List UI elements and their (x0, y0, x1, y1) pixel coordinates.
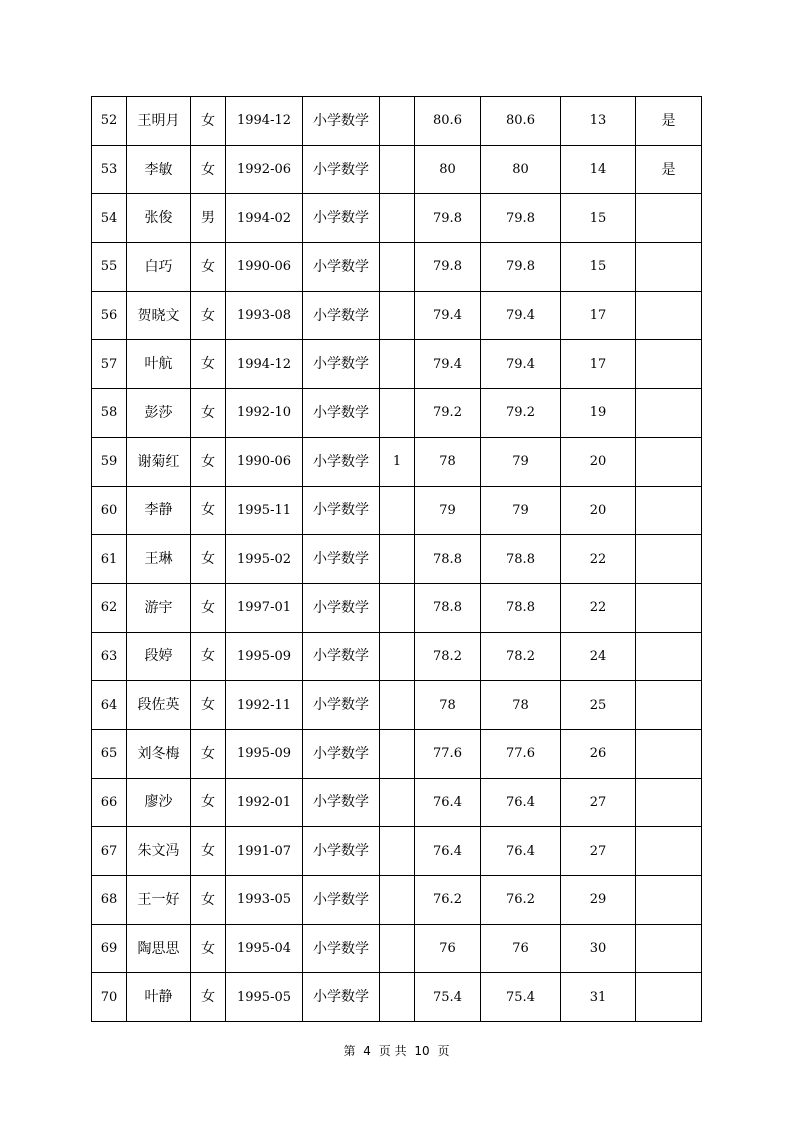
total-score-cell: 78 (481, 681, 561, 730)
bonus-cell (380, 291, 415, 340)
subject-cell: 小学数学 (303, 778, 380, 827)
total-score-cell: 80 (481, 145, 561, 194)
bonus-cell (380, 729, 415, 778)
total-score-cell: 79 (481, 437, 561, 486)
bonus-cell (380, 243, 415, 292)
table-row (92, 632, 702, 681)
birth-date-cell: 1992-06 (226, 145, 303, 194)
subject-cell: 小学数学 (303, 486, 380, 535)
subject-cell: 小学数学 (303, 145, 380, 194)
total-score-cell: 79.2 (481, 389, 561, 438)
name-cell: 王明月 (127, 97, 191, 146)
bonus-cell (380, 681, 415, 730)
table-row (92, 778, 702, 827)
bonus-cell (380, 97, 415, 146)
number-cell: 59 (92, 437, 127, 486)
rank-cell: 24 (561, 632, 636, 681)
table-row (92, 924, 702, 973)
gender-cell: 女 (191, 827, 226, 876)
total-score-cell: 77.6 (481, 729, 561, 778)
subject-cell: 小学数学 (303, 194, 380, 243)
name-cell: 李敏 (127, 145, 191, 194)
table-row (92, 340, 702, 389)
table-row (92, 583, 702, 632)
score-cell: 79.4 (415, 291, 481, 340)
status-cell (636, 389, 702, 438)
number-cell: 70 (92, 973, 127, 1022)
score-cell: 75.4 (415, 973, 481, 1022)
score-cell: 76.2 (415, 876, 481, 925)
subject-cell: 小学数学 (303, 291, 380, 340)
total-score-cell: 76.4 (481, 778, 561, 827)
rank-cell: 31 (561, 973, 636, 1022)
subject-cell: 小学数学 (303, 632, 380, 681)
birth-date-cell: 1992-11 (226, 681, 303, 730)
number-cell: 55 (92, 243, 127, 292)
table-row (92, 973, 702, 1022)
score-cell: 78.2 (415, 632, 481, 681)
number-cell: 64 (92, 681, 127, 730)
bonus-cell (380, 778, 415, 827)
status-cell: 是 (636, 97, 702, 146)
birth-date-cell: 1995-09 (226, 632, 303, 681)
footer-total-pages: 10 (414, 1044, 430, 1058)
birth-date-cell: 1990-06 (226, 437, 303, 486)
gender-cell: 女 (191, 437, 226, 486)
gender-cell: 女 (191, 535, 226, 584)
birth-date-cell: 1992-01 (226, 778, 303, 827)
total-score-cell: 80.6 (481, 97, 561, 146)
name-cell: 白巧 (127, 243, 191, 292)
page-footer (0, 1042, 793, 1059)
gender-cell: 女 (191, 632, 226, 681)
status-cell (636, 973, 702, 1022)
status-cell (636, 924, 702, 973)
rank-cell: 30 (561, 924, 636, 973)
table-row (92, 389, 702, 438)
score-cell: 78 (415, 681, 481, 730)
gender-cell: 女 (191, 97, 226, 146)
rank-cell: 20 (561, 486, 636, 535)
bonus-cell (380, 973, 415, 1022)
rank-cell: 22 (561, 535, 636, 584)
score-cell: 78 (415, 437, 481, 486)
subject-cell: 小学数学 (303, 827, 380, 876)
rank-cell: 27 (561, 778, 636, 827)
bonus-cell (380, 340, 415, 389)
bonus-cell (380, 389, 415, 438)
bonus-cell (380, 486, 415, 535)
rank-cell: 22 (561, 583, 636, 632)
name-cell: 陶思思 (127, 924, 191, 973)
score-cell: 79.8 (415, 243, 481, 292)
name-cell: 叶航 (127, 340, 191, 389)
rank-cell: 25 (561, 681, 636, 730)
status-cell (636, 291, 702, 340)
score-cell: 76.4 (415, 778, 481, 827)
rank-cell: 26 (561, 729, 636, 778)
name-cell: 游宇 (127, 583, 191, 632)
status-cell (636, 681, 702, 730)
rank-cell: 19 (561, 389, 636, 438)
rank-cell: 29 (561, 876, 636, 925)
number-cell: 68 (92, 876, 127, 925)
footer-prefix: 第 (343, 1044, 356, 1058)
name-cell: 谢菊红 (127, 437, 191, 486)
number-cell: 65 (92, 729, 127, 778)
name-cell: 段佐英 (127, 681, 191, 730)
gender-cell: 女 (191, 145, 226, 194)
total-score-cell: 76.4 (481, 827, 561, 876)
total-score-cell: 76 (481, 924, 561, 973)
score-cell: 79.8 (415, 194, 481, 243)
name-cell: 王一好 (127, 876, 191, 925)
birth-date-cell: 1995-02 (226, 535, 303, 584)
total-score-cell: 78.2 (481, 632, 561, 681)
score-cell: 77.6 (415, 729, 481, 778)
status-cell (636, 729, 702, 778)
name-cell: 朱文冯 (127, 827, 191, 876)
gender-cell: 男 (191, 194, 226, 243)
name-cell: 段婷 (127, 632, 191, 681)
rank-cell: 14 (561, 145, 636, 194)
name-cell: 廖沙 (127, 778, 191, 827)
table-row (92, 486, 702, 535)
name-cell: 叶静 (127, 973, 191, 1022)
birth-date-cell: 1995-05 (226, 973, 303, 1022)
footer-middle: 页 共 (378, 1044, 407, 1058)
number-cell: 62 (92, 583, 127, 632)
number-cell: 56 (92, 291, 127, 340)
subject-cell: 小学数学 (303, 535, 380, 584)
status-cell (636, 486, 702, 535)
bonus-cell (380, 827, 415, 876)
score-cell: 80 (415, 145, 481, 194)
subject-cell: 小学数学 (303, 437, 380, 486)
total-score-cell: 78.8 (481, 535, 561, 584)
score-cell: 79.4 (415, 340, 481, 389)
status-cell (636, 632, 702, 681)
total-score-cell: 79.4 (481, 340, 561, 389)
subject-cell: 小学数学 (303, 243, 380, 292)
status-cell (636, 340, 702, 389)
gender-cell: 女 (191, 876, 226, 925)
status-cell (636, 437, 702, 486)
subject-cell: 小学数学 (303, 876, 380, 925)
table-row (92, 827, 702, 876)
table-row (92, 291, 702, 340)
roster-table (91, 96, 702, 1022)
total-score-cell: 79.8 (481, 243, 561, 292)
rank-cell: 13 (561, 97, 636, 146)
birth-date-cell: 1993-08 (226, 291, 303, 340)
birth-date-cell: 1991-07 (226, 827, 303, 876)
gender-cell: 女 (191, 583, 226, 632)
gender-cell: 女 (191, 389, 226, 438)
number-cell: 53 (92, 145, 127, 194)
total-score-cell: 79.4 (481, 291, 561, 340)
gender-cell: 女 (191, 729, 226, 778)
score-cell: 76.4 (415, 827, 481, 876)
birth-date-cell: 1997-01 (226, 583, 303, 632)
name-cell: 贺晓文 (127, 291, 191, 340)
score-cell: 80.6 (415, 97, 481, 146)
footer-suffix: 页 (437, 1044, 450, 1058)
status-cell (636, 583, 702, 632)
name-cell: 王琳 (127, 535, 191, 584)
table-row (92, 194, 702, 243)
table-row (92, 535, 702, 584)
subject-cell: 小学数学 (303, 97, 380, 146)
number-cell: 69 (92, 924, 127, 973)
roster-body (92, 97, 702, 1022)
name-cell: 刘冬梅 (127, 729, 191, 778)
number-cell: 61 (92, 535, 127, 584)
bonus-cell (380, 876, 415, 925)
table-row (92, 681, 702, 730)
birth-date-cell: 1990-06 (226, 243, 303, 292)
bonus-cell (380, 924, 415, 973)
birth-date-cell: 1995-11 (226, 486, 303, 535)
gender-cell: 女 (191, 778, 226, 827)
score-cell: 76 (415, 924, 481, 973)
status-cell (636, 535, 702, 584)
table-row (92, 243, 702, 292)
gender-cell: 女 (191, 973, 226, 1022)
birth-date-cell: 1995-09 (226, 729, 303, 778)
gender-cell: 女 (191, 340, 226, 389)
bonus-cell (380, 632, 415, 681)
total-score-cell: 76.2 (481, 876, 561, 925)
name-cell: 彭莎 (127, 389, 191, 438)
table-row (92, 876, 702, 925)
bonus-cell: 1 (380, 437, 415, 486)
table-row (92, 729, 702, 778)
number-cell: 60 (92, 486, 127, 535)
rank-cell: 20 (561, 437, 636, 486)
name-cell: 张俊 (127, 194, 191, 243)
bonus-cell (380, 145, 415, 194)
status-cell (636, 876, 702, 925)
footer-current-page: 4 (363, 1044, 371, 1058)
name-cell: 李静 (127, 486, 191, 535)
score-cell: 79 (415, 486, 481, 535)
number-cell: 63 (92, 632, 127, 681)
subject-cell: 小学数学 (303, 729, 380, 778)
number-cell: 66 (92, 778, 127, 827)
status-cell (636, 243, 702, 292)
birth-date-cell: 1994-02 (226, 194, 303, 243)
rank-cell: 15 (561, 194, 636, 243)
table-row (92, 437, 702, 486)
rank-cell: 27 (561, 827, 636, 876)
birth-date-cell: 1993-05 (226, 876, 303, 925)
gender-cell: 女 (191, 243, 226, 292)
subject-cell: 小学数学 (303, 583, 380, 632)
bonus-cell (380, 583, 415, 632)
gender-cell: 女 (191, 291, 226, 340)
table-row (92, 97, 702, 146)
gender-cell: 女 (191, 486, 226, 535)
bonus-cell (380, 535, 415, 584)
subject-cell: 小学数学 (303, 924, 380, 973)
birth-date-cell: 1992-10 (226, 389, 303, 438)
gender-cell: 女 (191, 924, 226, 973)
total-score-cell: 78.8 (481, 583, 561, 632)
number-cell: 67 (92, 827, 127, 876)
score-cell: 78.8 (415, 535, 481, 584)
birth-date-cell: 1994-12 (226, 97, 303, 146)
table-row (92, 145, 702, 194)
total-score-cell: 75.4 (481, 973, 561, 1022)
rank-cell: 17 (561, 291, 636, 340)
subject-cell: 小学数学 (303, 389, 380, 438)
score-cell: 79.2 (415, 389, 481, 438)
number-cell: 54 (92, 194, 127, 243)
birth-date-cell: 1994-12 (226, 340, 303, 389)
score-cell: 78.8 (415, 583, 481, 632)
number-cell: 52 (92, 97, 127, 146)
rank-cell: 17 (561, 340, 636, 389)
total-score-cell: 79 (481, 486, 561, 535)
rank-cell: 15 (561, 243, 636, 292)
bonus-cell (380, 194, 415, 243)
total-score-cell: 79.8 (481, 194, 561, 243)
subject-cell: 小学数学 (303, 973, 380, 1022)
status-cell (636, 827, 702, 876)
gender-cell: 女 (191, 681, 226, 730)
number-cell: 57 (92, 340, 127, 389)
status-cell (636, 778, 702, 827)
number-cell: 58 (92, 389, 127, 438)
subject-cell: 小学数学 (303, 340, 380, 389)
status-cell (636, 194, 702, 243)
birth-date-cell: 1995-04 (226, 924, 303, 973)
status-cell: 是 (636, 145, 702, 194)
subject-cell: 小学数学 (303, 681, 380, 730)
